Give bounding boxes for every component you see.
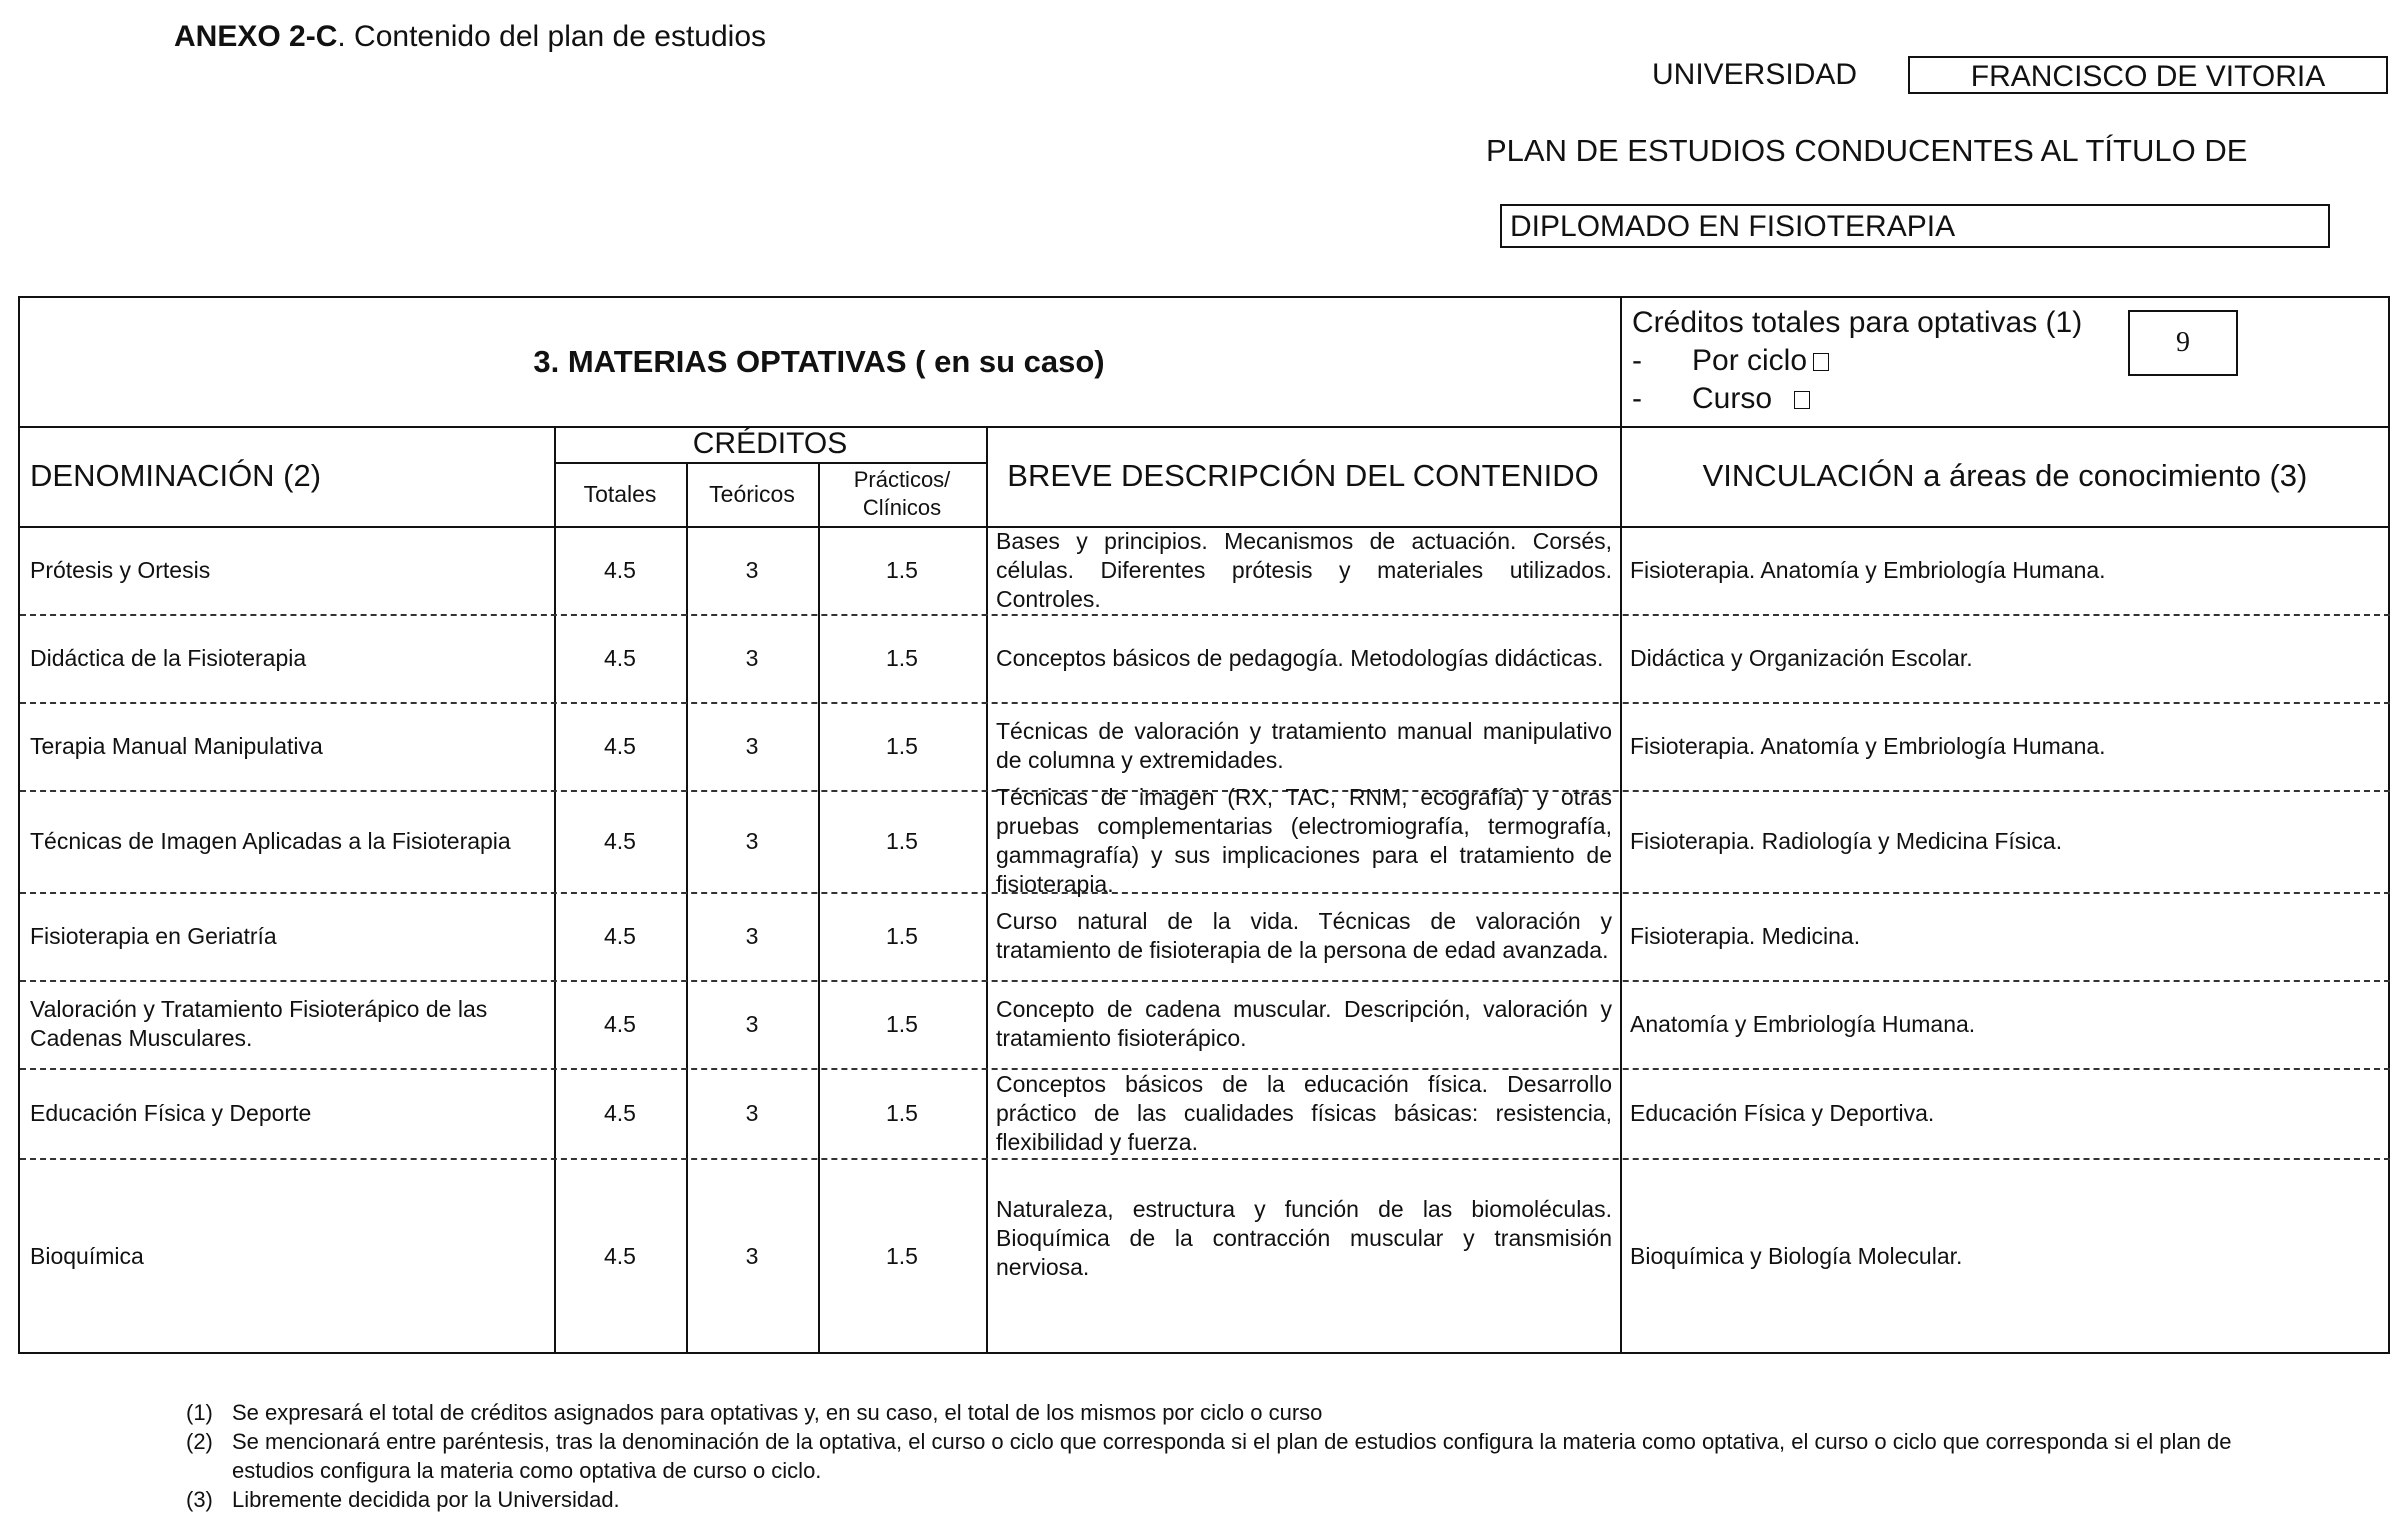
per-cycle-checkbox[interactable]	[1813, 353, 1829, 371]
row-7-description: Conceptos básicos de la educación física. Desarrollo práctico de las cualidades físicas básicas: resistencia, flexibilidad y fuerza.	[996, 1070, 1612, 1155]
row-4-area: Fisioterapia. Radiología y Medicina Física.	[1630, 827, 2063, 854]
col-header-credits: CRÉDITOS	[692, 427, 848, 460]
row-5-practice: 1.5	[886, 922, 918, 949]
optional-subjects-table	[18, 296, 2390, 1354]
col-header-practice: Prácticos/ Clínicos	[853, 467, 951, 520]
university-label: UNIVERSIDAD	[1652, 58, 1858, 91]
row-7-name: Educación Física y Deporte	[30, 1099, 312, 1126]
row-4-practice: 1.5	[886, 827, 918, 854]
row-8-area: Bioquímica y Biología Molecular.	[1630, 1242, 1963, 1269]
footnote-2-text: Se mencionará entre paréntesis, tras la denominación de la optativa, el curso o ciclo que corresponda si el plan de estudios configura la materia como optativa, el curso o ciclo que corresponda si el plan de estudios configura la materia como optativa de curso o ciclo.	[232, 1429, 2232, 1483]
row-6-area: Anatomía y Embriología Humana.	[1630, 1010, 1976, 1037]
row-5-total: 4.5	[604, 922, 636, 949]
footnote-3-number: (3)	[186, 1487, 213, 1512]
row-6-total: 4.5	[604, 1010, 636, 1037]
per-course-label: - Curso	[1632, 382, 1773, 415]
row-6-name: Valoración y Tratamiento Fisioterápico de las Cadenas Musculares.	[30, 996, 488, 1051]
col-header-totals: Totales	[583, 480, 657, 507]
row-2-area: Didáctica y Organización Escolar.	[1630, 644, 1973, 671]
annex-title	[174, 20, 766, 54]
row-6-practice: 1.5	[886, 1010, 918, 1037]
row-5-name: Fisioterapia en Geriatría	[30, 922, 277, 949]
row-1-total: 4.5	[604, 556, 636, 583]
per-cycle-option	[1632, 344, 1829, 378]
footnote-3-text: Libremente decidida por la Universidad.	[232, 1487, 620, 1512]
row-3-theory: 3	[745, 732, 759, 759]
degree-box: DIPLOMADO EN FISIOTERAPIA	[1500, 204, 2330, 248]
section-title: 3. MATERIAS OPTATIVAS ( en su caso)	[533, 344, 1105, 379]
row-3-practice: 1.5	[886, 732, 918, 759]
row-7-theory: 3	[745, 1099, 759, 1126]
col-header-description: BREVE DESCRIPCIÓN DEL CONTENIDO	[1007, 458, 1599, 493]
row-4-total: 4.5	[604, 827, 636, 854]
per-course-checkbox[interactable]	[1794, 391, 1810, 409]
footnote-1-number: (1)	[186, 1400, 213, 1425]
row-2-total: 4.5	[604, 644, 636, 671]
footnote-1-text: Se expresará el total de créditos asignados para optativas y, en su caso, el total de los mismos por ciclo o curso	[232, 1400, 1323, 1425]
row-4-theory: 3	[745, 827, 759, 854]
row-3-total: 4.5	[604, 732, 636, 759]
row-2-theory: 3	[745, 644, 759, 671]
credits-total-value: 9	[2128, 310, 2238, 376]
row-5-area: Fisioterapia. Medicina.	[1630, 922, 1861, 949]
footnote-2-number: (2)	[186, 1429, 213, 1454]
footnote-3	[186, 1485, 2286, 1514]
row-5-theory: 3	[745, 922, 759, 949]
row-1-description: Bases y principios. Mecanismos de actuación. Corsés, células. Diferentes prótesis y materiales utilizados. Controles.	[996, 527, 1612, 612]
row-8-name: Bioquímica	[30, 1242, 144, 1269]
row-8-description: Naturaleza, estructura y función de las biomoléculas. Bioquímica de la contracción muscular y transmisión nerviosa.	[996, 1195, 1612, 1280]
footnote-1	[186, 1398, 2286, 1427]
row-2-practice: 1.5	[886, 644, 918, 671]
row-8-total: 4.5	[604, 1242, 636, 1269]
row-8-theory: 3	[745, 1242, 759, 1269]
row-1-area: Fisioterapia. Anatomía y Embriología Humana.	[1630, 556, 2106, 583]
university-name-box: FRANCISCO DE VITORIA	[1908, 56, 2388, 94]
col-header-areas: VINCULACIÓN a áreas de conocimiento (3)	[1702, 458, 2308, 493]
credits-subheader-rule	[554, 462, 986, 464]
per-course-option	[1632, 382, 1810, 416]
row-7-total: 4.5	[604, 1099, 636, 1126]
row-6-theory: 3	[745, 1010, 759, 1037]
footnote-2	[186, 1427, 2286, 1485]
row-7-practice: 1.5	[886, 1099, 918, 1126]
plan-label: PLAN DE ESTUDIOS CONDUCENTES AL TÍTULO DE	[1486, 133, 2248, 168]
row-7-area: Educación Física y Deportiva.	[1630, 1099, 1935, 1126]
row-4-name: Técnicas de Imagen Aplicadas a la Fisioterapia	[30, 827, 511, 854]
credits-panel	[1620, 298, 2390, 426]
row-2-description: Conceptos básicos de pedagogía. Metodologías didácticas.	[996, 644, 1604, 671]
row-1-theory: 3	[745, 556, 759, 583]
row-3-name: Terapia Manual Manipulativa	[30, 732, 323, 759]
annex-code: ANEXO 2-C	[174, 20, 338, 53]
row-2-name: Didáctica de la Fisioterapia	[30, 644, 307, 671]
row-3-description: Técnicas de valoración y tratamiento manual manipulativo de columna y extremidades.	[996, 718, 1612, 773]
annex-subtitle: . Contenido del plan de estudios	[337, 20, 767, 53]
credits-total-label: Créditos totales para optativas (1)	[1632, 306, 2083, 339]
row-3-area: Fisioterapia. Anatomía y Embriología Humana.	[1630, 732, 2106, 759]
col-header-theory: Teóricos	[709, 480, 795, 507]
col-header-name: DENOMINACIÓN (2)	[30, 458, 322, 493]
footnotes	[186, 1398, 2286, 1514]
per-cycle-label: - Por ciclo	[1632, 344, 1808, 377]
row-6-description: Concepto de cadena muscular. Descripción, valoración y tratamiento fisioterápico.	[996, 996, 1612, 1051]
header-top-rule	[20, 426, 2390, 428]
row-1-name: Prótesis y Ortesis	[30, 556, 211, 583]
row-5-description: Curso natural de la vida. Técnicas de valoración y tratamiento de fisioterapia de la persona de edad avanzada.	[996, 908, 1612, 963]
row-8-practice: 1.5	[886, 1242, 918, 1269]
row-1-practice: 1.5	[886, 556, 918, 583]
row-4-description: Técnicas de imagen (RX, TAC, RNM, ecografía) y otras pruebas complementarias (electromiografía, termografía, gammagrafía) y sus implicaciones para el tratamiento de fisioterapia.	[996, 784, 1612, 897]
